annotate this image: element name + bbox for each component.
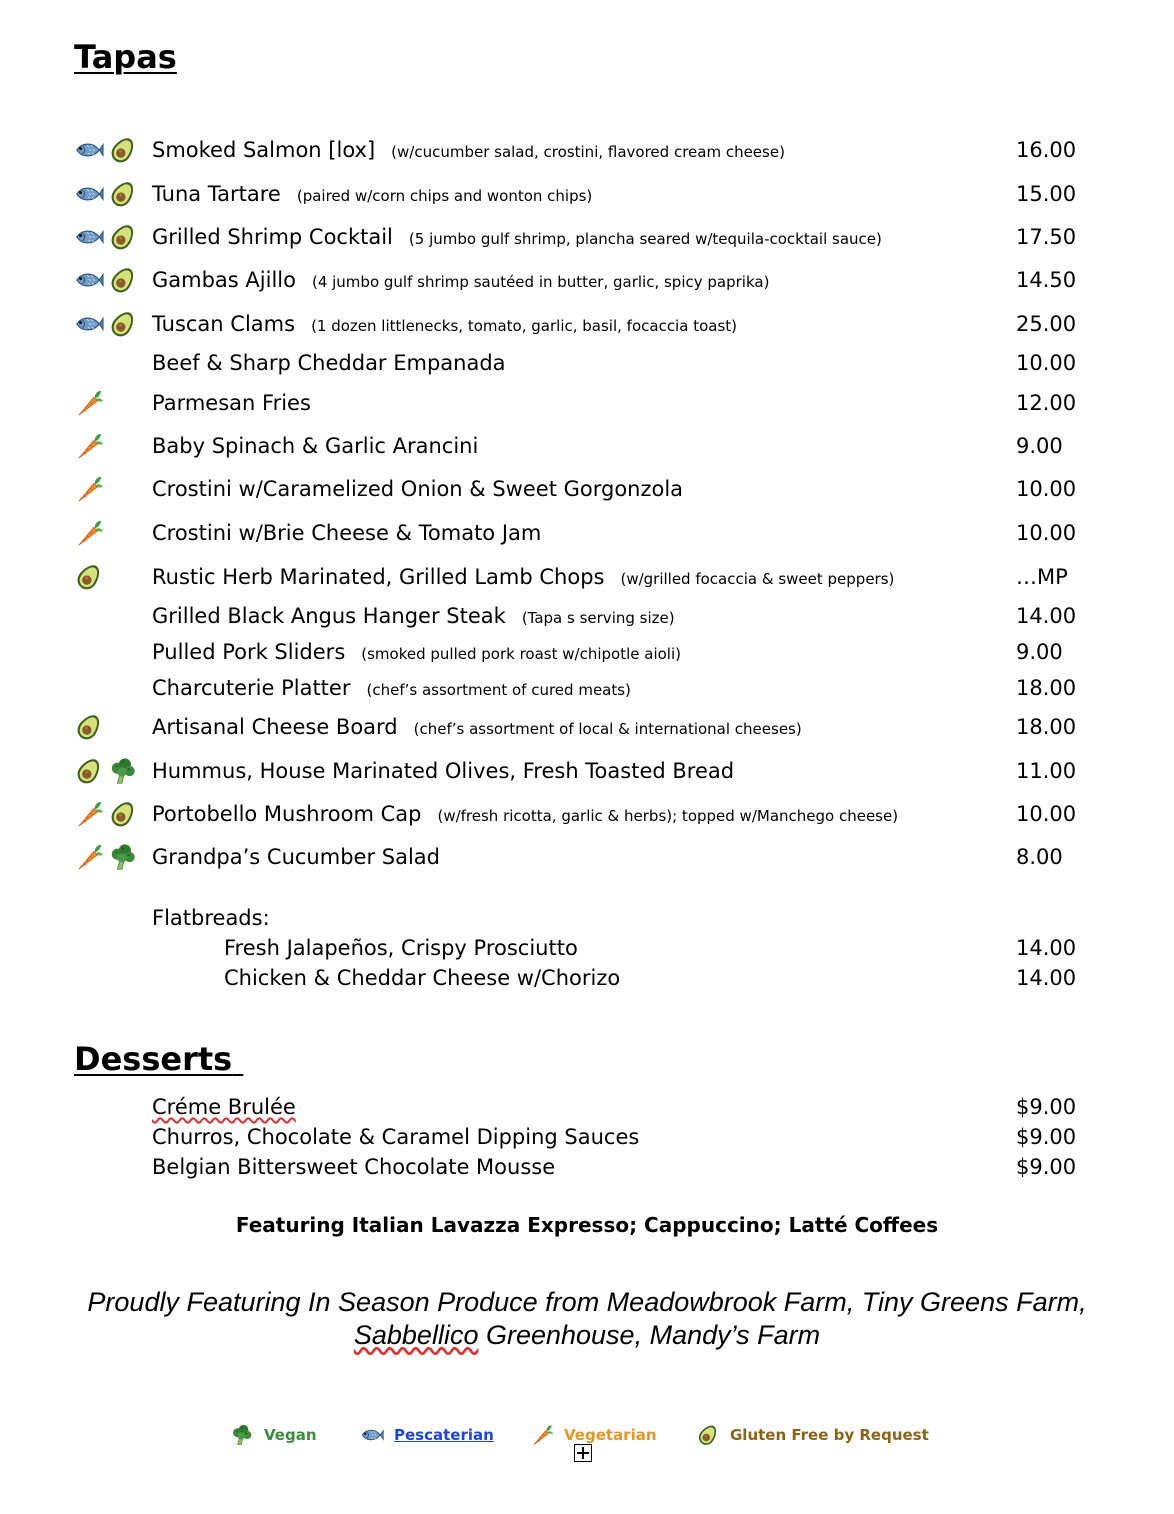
diet-icons xyxy=(74,751,150,791)
diet-icons xyxy=(74,260,150,300)
menu-item-title: Tuscan Clams xyxy=(152,312,296,336)
menu-item-name xyxy=(152,426,478,466)
menu-item-title: Baby Spinach & Garlic Arancini xyxy=(152,434,479,458)
carrot-icon xyxy=(74,518,104,548)
diet-icons xyxy=(74,469,150,509)
menu-item-price: 15.00 xyxy=(1016,182,1077,206)
menu-item xyxy=(0,260,1174,300)
menu-item xyxy=(0,707,1174,747)
diet-icons xyxy=(74,383,150,423)
menu-item xyxy=(0,469,1174,509)
menu-item-title: Crostini w/Caramelized Onion & Sweet Gorgonzola xyxy=(152,477,684,501)
legend-pescatarian-label[interactable]: Pescaterian xyxy=(394,1426,494,1444)
carrot-icon xyxy=(74,799,104,829)
desserts-heading: Desserts xyxy=(74,1040,233,1078)
carrot-icon xyxy=(74,474,104,504)
diet-icons xyxy=(74,837,150,877)
carrot-icon xyxy=(74,431,104,461)
menu-item-description: (paired w/corn chips and wonton chips) xyxy=(296,187,593,205)
avocado-icon xyxy=(108,222,138,252)
menu-item xyxy=(0,426,1174,466)
legend-gluten-free-label: Gluten Free by Request xyxy=(730,1426,929,1444)
legend-vegan xyxy=(230,1420,317,1450)
menu-item xyxy=(0,837,1174,877)
menu-item xyxy=(0,174,1174,214)
diet-icons xyxy=(74,343,150,383)
fish-icon xyxy=(74,309,104,339)
diet-icons xyxy=(74,668,150,708)
menu-item-price: 14.00 xyxy=(1016,604,1077,628)
menu-item-title: Charcuterie Platter xyxy=(152,676,351,700)
avocado-icon xyxy=(696,1423,720,1447)
menu-item-price: 8.00 xyxy=(1016,845,1063,869)
diet-icons xyxy=(74,426,150,466)
menu-item-name xyxy=(152,174,592,214)
flatbread-price: 14.00 xyxy=(1016,966,1077,990)
menu-item-name xyxy=(152,304,737,344)
flatbread-name: Fresh Jalapeños, Crispy Prosciutto xyxy=(224,936,578,960)
menu-item-name xyxy=(152,557,894,597)
diet-icons xyxy=(74,596,150,636)
menu-item-title: Crostini w/Brie Cheese & Tomato Jam xyxy=(152,521,542,545)
fish-icon xyxy=(74,222,104,252)
menu-item-name xyxy=(152,751,734,791)
menu-item xyxy=(0,513,1174,553)
menu-item xyxy=(0,794,1174,834)
avocado-icon xyxy=(108,265,138,295)
spellcheck-mark: Sabbellico xyxy=(353,1320,479,1350)
diet-icons xyxy=(74,707,150,747)
menu-item-name xyxy=(152,343,506,383)
menu-item-name xyxy=(152,707,802,747)
menu-item xyxy=(0,596,1174,636)
menu-item-name xyxy=(152,513,541,553)
flatbread-name: Chicken & Cheddar Cheese w/Chorizo xyxy=(224,966,621,990)
dessert-name xyxy=(152,1095,296,1119)
dessert-price: $9.00 xyxy=(1016,1095,1077,1119)
carrot-icon xyxy=(74,388,104,418)
tapas-heading: Tapas xyxy=(74,38,177,76)
menu-item-name xyxy=(152,469,683,509)
fish-icon xyxy=(74,135,104,165)
menu-item-title: Tuna Tartare xyxy=(152,182,281,206)
menu-item-price: 14.50 xyxy=(1016,268,1077,292)
menu-item-title: Pulled Pork Sliders xyxy=(152,640,346,664)
menu-item-description: (Tapa s serving size) xyxy=(521,609,675,627)
table-move-handle[interactable] xyxy=(574,1444,592,1462)
diet-icons xyxy=(74,130,150,170)
fish-icon xyxy=(74,179,104,209)
menu-item-title: Portobello Mushroom Cap xyxy=(152,802,422,826)
diet-icons xyxy=(74,174,150,214)
diet-icons xyxy=(74,513,150,553)
menu-item-description: (w/cucumber salad, crostini, flavored cream cheese) xyxy=(391,143,785,161)
dessert-price: $9.00 xyxy=(1016,1125,1077,1149)
menu-item-title: Gambas Ajillo xyxy=(152,268,296,292)
menu-item-price: 25.00 xyxy=(1016,312,1077,336)
menu-item xyxy=(0,304,1174,344)
menu-item xyxy=(0,632,1174,672)
menu-item-price: 16.00 xyxy=(1016,138,1077,162)
menu-item-title: Rustic Herb Marinated, Grilled Lamb Chops xyxy=(152,565,605,589)
diet-icons xyxy=(74,794,150,834)
avocado-icon xyxy=(74,756,104,786)
fish-icon xyxy=(360,1423,384,1447)
menu-item-title: Beef & Sharp Cheddar Empanada xyxy=(152,351,506,375)
menu-item-description: (chef’s assortment of local & international cheeses) xyxy=(413,720,802,738)
avocado-icon xyxy=(74,712,104,742)
menu-item-name xyxy=(152,837,440,877)
diet-icons xyxy=(74,217,150,257)
menu-item xyxy=(0,751,1174,791)
menu-item-title: Smoked Salmon [lox] xyxy=(152,138,376,162)
flatbreads-label: Flatbreads: xyxy=(152,906,270,930)
coffee-note: Featuring Italian Lavazza Expresso; Cappuccino; Latté Coffees xyxy=(235,1213,939,1237)
dessert-price: $9.00 xyxy=(1016,1155,1077,1179)
menu-item-title: Artisanal Cheese Board xyxy=(152,715,398,739)
menu-item-price: …MP xyxy=(1016,565,1068,589)
menu-item xyxy=(0,557,1174,597)
fish-icon xyxy=(74,265,104,295)
spellcheck-mark: Créme Brulée xyxy=(152,1095,296,1119)
carrot-icon xyxy=(74,842,104,872)
menu-item-description: (1 dozen littlenecks, tomato, garlic, basil, focaccia toast) xyxy=(311,317,737,335)
menu-item-price: 10.00 xyxy=(1016,477,1077,501)
menu-item-title: Grilled Black Angus Hanger Steak xyxy=(152,604,506,628)
menu-item-name xyxy=(152,794,898,834)
menu-item-name xyxy=(152,632,681,672)
produce-line-2: Sabbellico Greenhouse, Mandy’s Farm xyxy=(353,1320,821,1350)
legend-pescatarian xyxy=(360,1420,494,1450)
carrot-icon xyxy=(530,1423,554,1447)
menu-item-price: 18.00 xyxy=(1016,715,1077,739)
legend-vegetarian xyxy=(530,1420,657,1450)
menu-item-price: 10.00 xyxy=(1016,351,1077,375)
produce-line-1: Proudly Featuring In Season Produce from Meadowbrook Farm, Tiny Greens Farm, xyxy=(87,1287,1087,1317)
menu-item-price: 10.00 xyxy=(1016,521,1077,545)
avocado-icon xyxy=(74,562,104,592)
diet-icons xyxy=(74,632,150,672)
avocado-icon xyxy=(108,309,138,339)
flatbread-price: 14.00 xyxy=(1016,936,1077,960)
menu-item-title: Parmesan Fries xyxy=(152,391,311,415)
menu-item-price: 9.00 xyxy=(1016,434,1063,458)
menu-item-price: 12.00 xyxy=(1016,391,1077,415)
menu-item-description: (w/grilled focaccia & sweet peppers) xyxy=(620,570,895,588)
menu-item-description: (smoked pulled pork roast w/chipotle aioli) xyxy=(361,645,681,663)
legend-vegetarian-label: Vegetarian xyxy=(564,1426,657,1444)
broccoli-icon xyxy=(108,842,138,872)
dessert-name: Churros, Chocolate & Caramel Dipping Sauces xyxy=(152,1125,640,1149)
avocado-icon xyxy=(108,135,138,165)
menu-item-title: Grilled Shrimp Cocktail xyxy=(152,225,393,249)
legend-gluten-free xyxy=(696,1420,929,1450)
menu-item-name xyxy=(152,260,769,300)
menu-item xyxy=(0,130,1174,170)
menu-item xyxy=(0,383,1174,423)
menu-item-price: 9.00 xyxy=(1016,640,1063,664)
menu-item-description: (5 jumbo gulf shrimp, plancha seared w/tequila-cocktail sauce) xyxy=(408,230,882,248)
diet-icons xyxy=(74,557,150,597)
menu-item-price: 11.00 xyxy=(1016,759,1077,783)
menu-item-name xyxy=(152,217,882,257)
produce-note xyxy=(40,1286,1134,1352)
menu-item-name xyxy=(152,383,311,423)
menu-item-description: (chef’s assortment of cured meats) xyxy=(366,681,631,699)
menu-item-name xyxy=(152,668,631,708)
menu-item-title: Hummus, House Marinated Olives, Fresh Toasted Bread xyxy=(152,759,735,783)
menu-item-title: Grandpa’s Cucumber Salad xyxy=(152,845,440,869)
menu-item xyxy=(0,343,1174,383)
diet-icons xyxy=(74,304,150,344)
menu-item-price: 18.00 xyxy=(1016,676,1077,700)
dessert-name: Belgian Bittersweet Chocolate Mousse xyxy=(152,1155,556,1179)
menu-item xyxy=(0,668,1174,708)
menu-item-price: 17.50 xyxy=(1016,225,1077,249)
avocado-icon xyxy=(108,179,138,209)
broccoli-icon xyxy=(230,1423,254,1447)
broccoli-icon xyxy=(108,756,138,786)
menu-item-description: (4 jumbo gulf shrimp sautéed in butter, garlic, spicy paprika) xyxy=(311,273,770,291)
menu-item-price: 10.00 xyxy=(1016,802,1077,826)
menu-item-name xyxy=(152,130,785,170)
avocado-icon xyxy=(108,799,138,829)
menu-item-name xyxy=(152,596,675,636)
menu-item-description: (w/fresh ricotta, garlic & herbs); topped w/Manchego cheese) xyxy=(437,807,899,825)
menu-item xyxy=(0,217,1174,257)
legend-vegan-label: Vegan xyxy=(264,1426,317,1444)
